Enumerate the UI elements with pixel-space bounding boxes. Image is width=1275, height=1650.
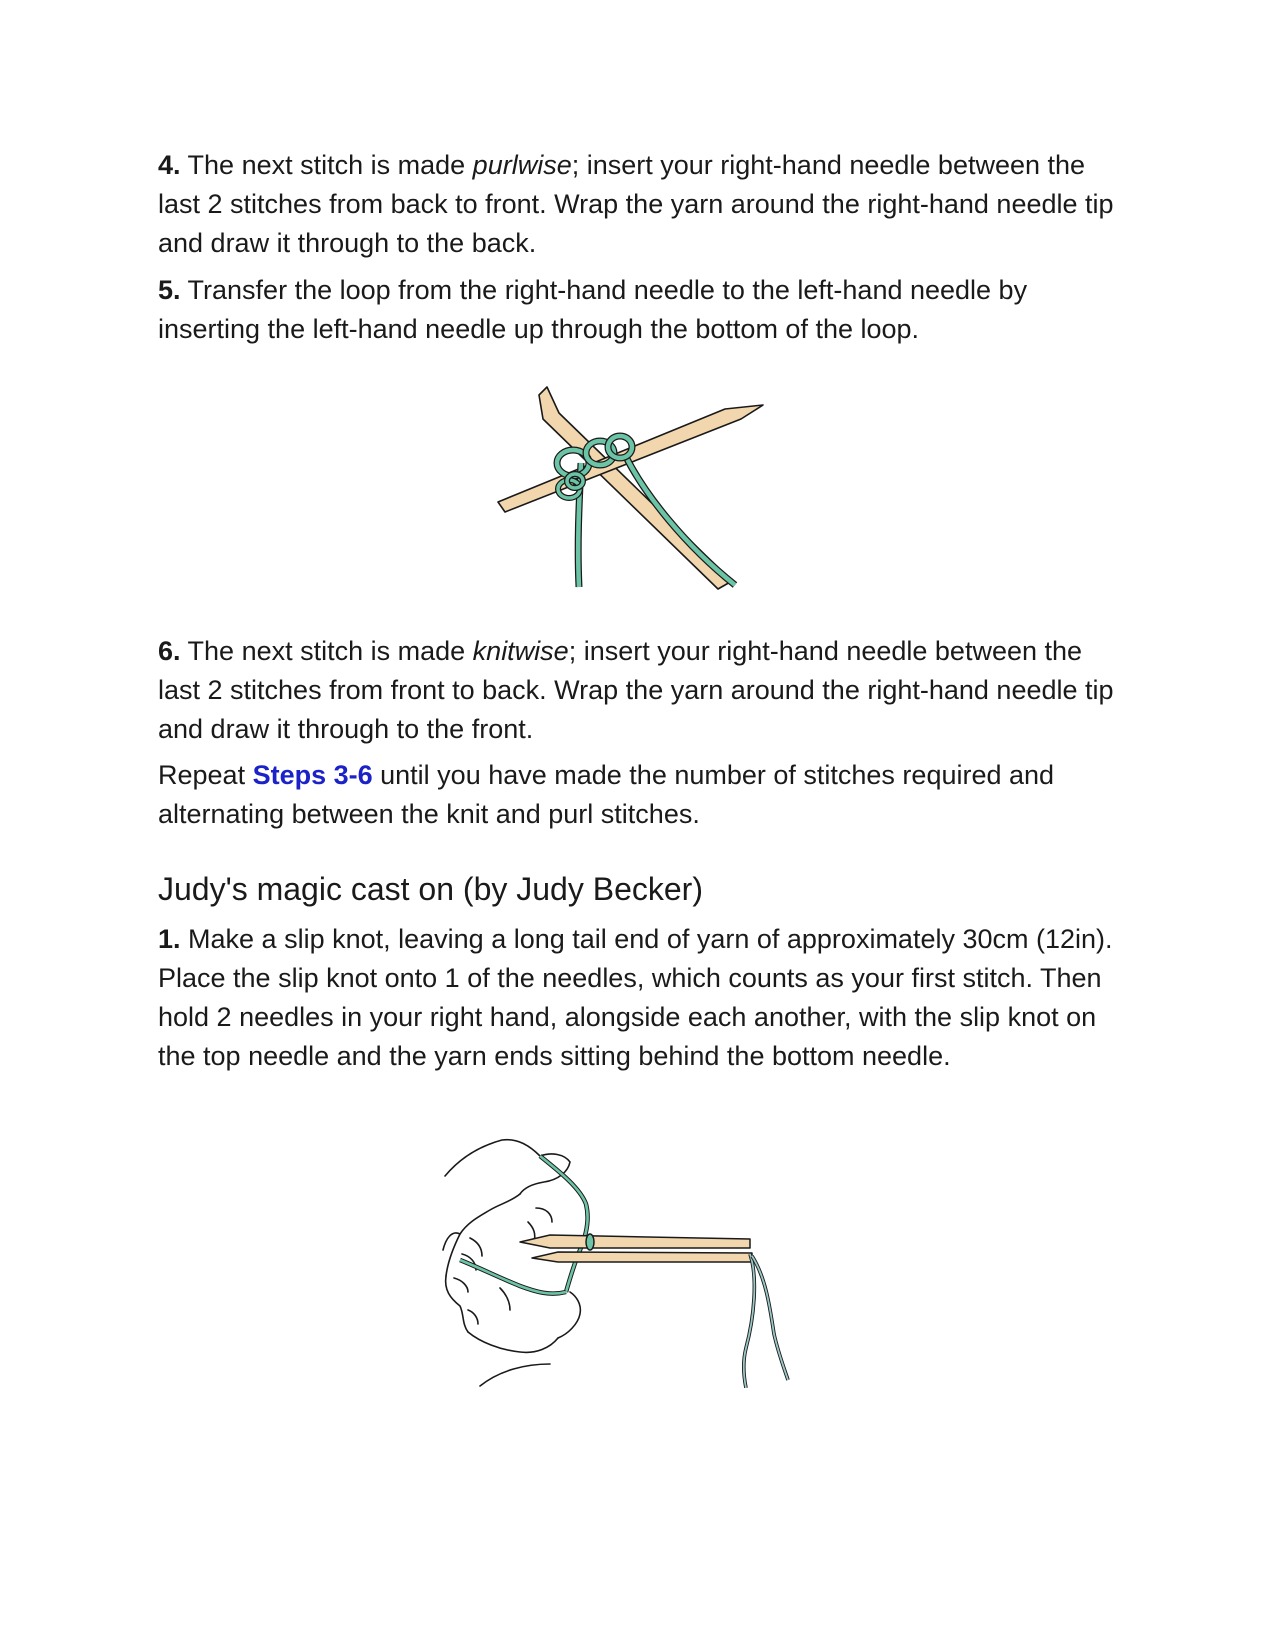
step-4-text-b: ; insert your right-hand needle between the last 2 stitches from back to front. Wrap the yarn around the right-hand needle tip and draw it through to the back.: [158, 150, 1114, 258]
magic-step-1-number: 1.: [158, 924, 181, 954]
step-5-paragraph: [158, 271, 1118, 349]
bottom-needle-shape: [532, 1252, 752, 1262]
step-5-text: Transfer the loop from the right-hand needle to the left-hand needle by inserting the left-hand needle up through the bottom of the loop.: [158, 275, 1028, 344]
magic-cast-on-step-1-paragraph: [158, 920, 1118, 1076]
yarn-lower-strand: [460, 1260, 566, 1294]
step-4-number: 4.: [158, 150, 181, 180]
slip-knot: [586, 1234, 594, 1250]
magic-step-1-text: Make a slip knot, leaving a long tail end of yarn of approximately 30cm (12in). Place the slip knot onto 1 of the needles, which counts as your first stitch. Then hold 2 needles in your right hand, alongside each another, with the slip knot on the top needle and the yarn ends sitting behind the bottom needle.: [158, 924, 1113, 1071]
section-heading: Judy's magic cast on (by Judy Becker): [158, 871, 703, 907]
hand-holding-needles-illustration: [440, 1138, 820, 1388]
step-6-number: 6.: [158, 636, 181, 666]
repeat-text-a: Repeat: [158, 760, 253, 790]
step-6-paragraph: [158, 632, 1118, 749]
step-6-text-b: ; insert your right-hand needle between the last 2 stitches from front to back. Wrap the yarn around the right-hand needle tip and draw it through to the front.: [158, 636, 1114, 744]
step-6-text-a: The next stitch is made: [180, 636, 473, 666]
purlwise-emphasis: purlwise: [472, 150, 572, 180]
yarn-tail-1: [744, 1254, 755, 1388]
step-4-text-a: The next stitch is made: [180, 150, 473, 180]
step-4-paragraph: [158, 146, 1118, 263]
repeat-text-b: until you have made the number of stitches required and alternating between the knit and purl stitches.: [158, 760, 1055, 829]
steps-3-6-link[interactable]: Steps 3-6: [252, 760, 373, 790]
step-5-number: 5.: [158, 275, 181, 305]
yarn-working-strand: [625, 455, 735, 585]
repeat-paragraph: [158, 756, 1118, 834]
needles-loop-illustration: [495, 385, 765, 590]
knitwise-emphasis: knitwise: [472, 636, 569, 666]
top-needle-shape: [520, 1235, 750, 1248]
